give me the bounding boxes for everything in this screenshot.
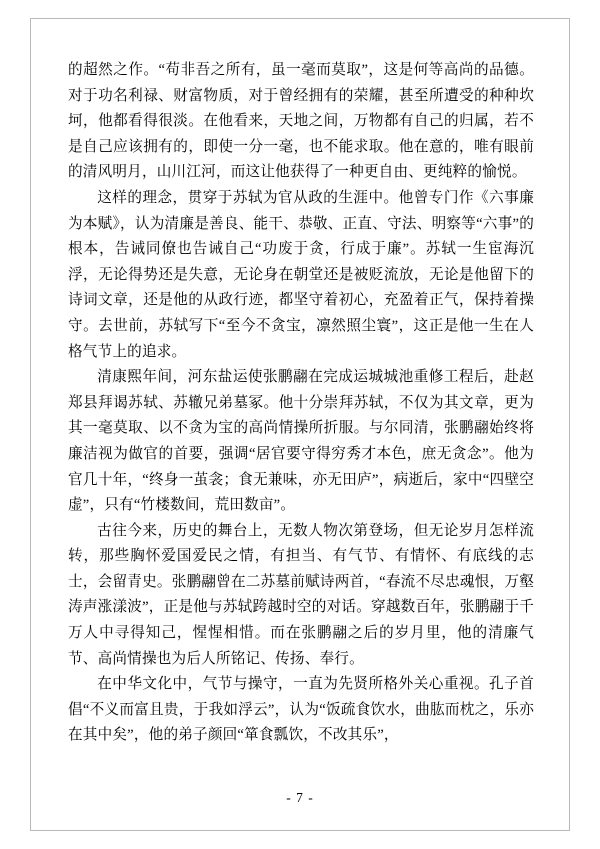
paragraph-4: 古往今来，历史的舞台上，无数人物次第登场，但无论岁月怎样流转，那些胸怀爱国爱民之情，有担当、有气节、有情怀、有底线的志士，会留青史。张鹏翮曾在二苏墓前赋诗两首，“春流不尽忠魂恨，万壑涛声涨漾波”，正是他与苏轼跨越时空的对话。穿越数百年，张鹏翮于千万人中寻得知己，惺惺相惜。而在张鹏翮之后的岁月里，他的清廉气节、高尚情操也为后人所铭记、传扬、奉行。 <box>68 522 534 667</box>
paragraph-3: 清康熙年间，河东盐运使张鹏翮在完成运城城池重修工程后，赴赵郑县拜谒苏轼、苏辙兄弟墓冢。他十分崇拜苏轼，不仅为其文章，更为其一毫莫取、以不贪为宝的高尚情操所折服。与尔同清，张鹏翮始终将廉洁视为做官的首要，强调“居官要守得穷秀才本色，庶无贪念”。他为官几十年，“终身一茧衾；食无兼味，亦无田庐”，病逝后，家中“四壁空虚”，只有“竹楼数间，荒田数亩”。 <box>68 369 534 514</box>
paragraph-1: 的超然之作。“苟非吾之所有，虽一毫而莫取”，这是何等高尚的品德。对于功名利禄、财富物质，对于曾经拥有的荣耀，甚至所遭受的种种坎坷，他都看得很淡。在他看来，天地之间，万物都有自己的归属，若不是自己应该拥有的，即使一分一毫，也不能求取。他在意的，唯有眼前的清风明月，山川江河，而这让他获得了一种更自由、更纯粹的愉悦。 <box>68 62 534 181</box>
page-number: - 7 - <box>286 790 314 805</box>
paragraph-5: 在中华文化中，气节与操守，一直为先贤所格外关心重视。孔子首倡“不义而富且贵，于我如浮云”，认为“饭疏食饮水，曲肱而枕之，乐亦在其中矣”，他的弟子颜回“箪食瓢饮，不改其乐”， <box>68 676 534 744</box>
paragraph-2: 这样的理念，贯穿于苏轼为官从政的生涯中。他曾专门作《六事廉为本赋》，认为清廉是善良、能干、恭敬、正直、守法、明察等“六事”的根本，告诫同僚也告诫自己“功废于贪，行成于廉”。苏轼一生宦海沉浮，无论得势还是失意，无论身在朝堂还是被贬流放，无论是他留下的诗词文章，还是他的从政行迹，都坚守着初心，充盈着正气，保持着操守。去世前，苏轼写下“至今不贪宝，凛然照尘寰”，这正是他一生在人格气节上的追求。 <box>68 189 534 360</box>
page-body-text <box>68 58 534 749</box>
